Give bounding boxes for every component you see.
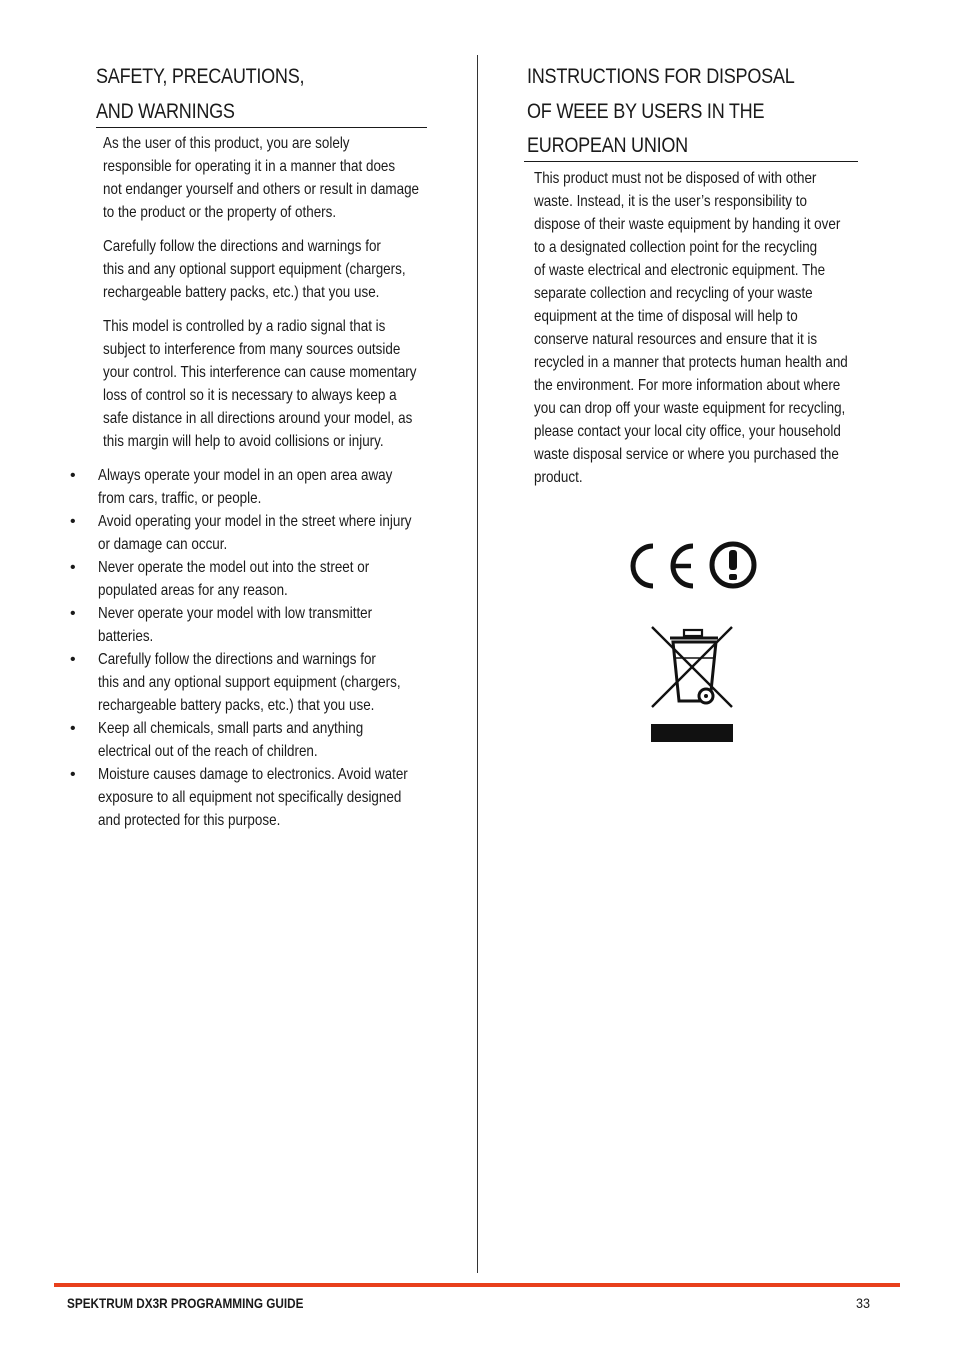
safety-bullet-list	[68, 464, 528, 832]
weee-paragraph: This product must not be disposed of with other waste. Instead, it is the user’s responsibility to dispose of their waste equipment by handing it over to a designated collection point for the recycling of waste electrical and electronic equipment. The separate collection and recycling of your waste equipment at the time of disposal will help to conserve natural resources and ensure that it is recycled in a manner that protects human health and the environment. For more information about where you can drop off your waste equipment for recycling, please contact your local city office, your household waste disposal service or where you purchased the product.	[534, 170, 848, 486]
crossed-out-wheelie-bin-icon	[650, 625, 736, 718]
list-item	[68, 602, 528, 648]
bullet-icon: •	[70, 720, 76, 737]
safety-heading: SAFETY, PRECAUTIONS, AND WARNINGS	[96, 65, 305, 123]
footer-rule	[54, 1283, 900, 1287]
weee-heading-rule	[524, 161, 858, 162]
safety-paragraph-1: As the user of this product, you are solely responsible for operating it in a manner that does not endanger yourself and others or result in damage to the product or the property of others.	[103, 135, 420, 221]
list-item	[68, 556, 528, 602]
bullet-icon: •	[70, 766, 76, 783]
bullet-icon: •	[70, 651, 76, 668]
bullet-text: Never operate the model out into the street or populated areas for any reason.	[98, 559, 370, 599]
footer-title: SPEKTRUM DX3R PROGRAMMING GUIDE	[67, 1295, 304, 1311]
safety-heading-rule	[96, 127, 427, 128]
bullet-icon: •	[70, 559, 76, 576]
bullet-text: Keep all chemicals, small parts and anything electrical out of the reach of children.	[98, 720, 364, 760]
list-item	[68, 717, 528, 763]
list-item	[68, 510, 528, 556]
safety-paragraph-2: Carefully follow the directions and warnings for this and any optional support equipment (chargers, rechargeable battery packs, etc.) that you use.	[103, 238, 406, 301]
bullet-text: Avoid operating your model in the street where injury or damage can occur.	[98, 513, 412, 553]
bullet-icon: •	[70, 605, 76, 622]
bullet-icon: •	[70, 513, 76, 530]
weee-underline-bar	[651, 724, 733, 742]
bullet-icon: •	[70, 467, 76, 484]
page-number: 33	[856, 1295, 871, 1311]
weee-heading: INSTRUCTIONS FOR DISPOSAL OF WEEE BY USERS IN THE EUROPEAN UNION	[527, 65, 795, 157]
bullet-text: Carefully follow the directions and warnings for this and any optional support equipment (chargers, rechargeable battery packs, etc.) that you use.	[98, 651, 401, 714]
list-item	[68, 763, 528, 832]
ce-mark-icon	[625, 540, 765, 597]
safety-paragraph-3: This model is controlled by a radio signal that is subject to interference from many sources outside your control. This interference can cause momentary loss of control so it is necessary to always keep a safe distance in all directions around your model, as this margin will help to avoid collisions or injury.	[103, 318, 417, 450]
list-item	[68, 648, 528, 717]
bullet-text: Never operate your model with low transmitter batteries.	[98, 605, 373, 645]
bullet-text: Moisture causes damage to electronics. Avoid water exposure to all equipment not specifically designed and protected for this purpose.	[98, 766, 408, 829]
alert-class-2-icon	[712, 544, 754, 586]
bullet-text: Always operate your model in an open area away from cars, traffic, or people.	[98, 467, 393, 507]
list-item	[68, 464, 528, 510]
